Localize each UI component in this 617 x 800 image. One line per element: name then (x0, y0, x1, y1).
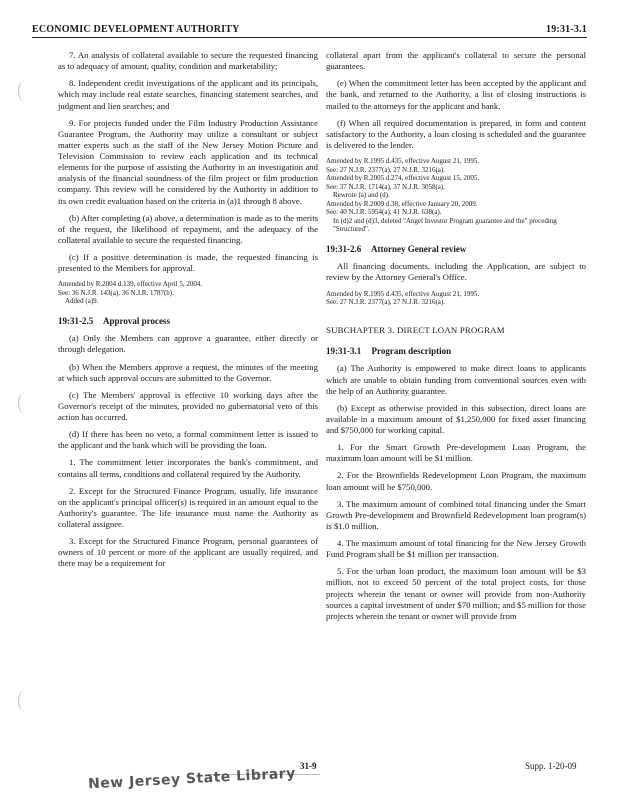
library-stamp: New Jersey State Library (87, 765, 297, 793)
paragraph-approval-a: (a) Only the Members can approve a guarantee, either directly or through delegation. (58, 333, 318, 355)
subchapter-heading: SUBCHAPTER 3. DIRECT LOAN PROGRAM (326, 324, 505, 335)
note-line: Amended by R.1995 d.435, effective August 21, 1995. (326, 157, 480, 165)
running-header (32, 24, 587, 38)
note-line: See: 40 N.J.R. 5954(a), 41 N.J.R. 638(a). (326, 208, 442, 217)
note-line: Amended by R.1995 d.435, effective August 21, 1995. (326, 289, 480, 298)
section-title: Program description (371, 345, 452, 356)
paragraph-approval-d2: 2. Except for the Structured Finance Program, usually, life insurance on the applicant's principal officer(s) is required in an amount equal to the Authority's guarantee. The life insurance must name the Authority as collateral assignee. (58, 485, 318, 530)
supplement-date: Supp. 1-20-09 (525, 761, 577, 771)
paragraph-program-b3: 3. The maximum amount of combined total financing under the Smart Growth Pre-development and Brownfield Redevelopment loan program(s) is $1.0 million. (326, 498, 586, 531)
paragraph-program-b4: 4. The maximum amount of total financing for the New Jersey Growth Fund Program shall be $1 million per transaction. (326, 538, 586, 560)
amendment-note (58, 280, 318, 306)
note-line: Added (a)9. (65, 297, 99, 306)
section-number: 19:31-3.1 (326, 345, 362, 356)
note-line: See: 27 N.J.R. 2377(a), 27 N.J.R. 3216(a). (326, 298, 445, 307)
punch-hole-mark (18, 690, 33, 712)
section-title: Approval process (103, 315, 170, 326)
paragraph-program-b5: 5. For the urban loan product, the maximum loan amount will be $3 million, not to exceed 50 percent of the total project costs, for those projects wherein the tenant or owner will provide from non-Authority sources a capital investment of under $70 million; and $5 million for those projects wherein the tenant or owner will provide from (326, 566, 586, 621)
left-column (58, 50, 318, 576)
header-title: ECONOMIC DEVELOPMENT AUTHORITY (32, 24, 240, 35)
section-number: 19:31-2.5 (58, 315, 94, 326)
paragraph-b: (b) After completing (a) above, a determination is made as to the merits of the request, the likelihood of repayment, and the adequacy of the collateral available to secure the requested financing. (58, 212, 318, 245)
paragraph-program-b2: 2. For the Brownfields Redevelopment Loan Program, the maximum loan amount will be $750,000. (326, 470, 586, 492)
section-heading-3-1 (326, 346, 586, 358)
section-heading-2-6 (326, 244, 586, 256)
section-heading-2-5 (58, 316, 318, 328)
paragraph-a8: 8. Independent credit investigations of the applicant and its principals, which may include real estate searches, financing statement searches, and judgment and lien searches; and (58, 78, 318, 111)
note-line: See: 27 N.J.R. 2377(a), 27 N.J.R. 3216(a). (326, 165, 445, 174)
page-number: 31-9 (300, 761, 317, 771)
note-line: In (d)2 and (d)3, deleted "Angel Investor Program guarantee and the" preceding "Structured". (333, 216, 557, 234)
paragraph-a7: 7. An analysis of collateral available to secure the requested financing as to adequacy of amount, quality, condition and marketability; (58, 50, 318, 72)
note-line: See: 36 N.J.R. 143(a), 36 N.J.R. 1787(b). (58, 288, 174, 297)
paragraph-program-a: (a) The Authority is empowered to make direct loans to applicants which are unable to obtain funding from conventional sources even with the help of an Authority guarantee. (326, 363, 586, 396)
amendment-note (326, 290, 586, 307)
paragraph-continued: collateral apart from the applicant's collateral to secure the personal guarantees. (326, 50, 586, 72)
paragraph-c: (c) If a positive determination is made, the requested financing is presented to the Members for approval. (58, 252, 318, 274)
paragraph-approval-c: (c) The Members' approval is effective 10 working days after the Governor's receipt of the minutes, provided no gubernatorial veto of this action has occurred. (58, 389, 318, 423)
note-line: Amended by R.2005 d.274, effective August 15, 2005. (326, 174, 480, 183)
note-line: Rewrote (a) and (d). (333, 191, 390, 200)
header-section: 19:31-3.1 (546, 24, 587, 35)
paragraph-program-b: (b) Except as otherwise provided in this subsection, direct loans are available in a maximum amount of $1,250,000 for fixed asset financing and $750,000 for working capital. (326, 402, 586, 435)
paragraph-approval-e: (e) When the commitment letter has been accepted by the applicant and the bank, and returned to the Authority, a list of closing instructions is mailed to the attorneys for the applicant and bank. (326, 78, 586, 111)
paragraph-approval-f: (f) When all required documentation is prepared, in form and content satisfactory to the Authority, a loan closing is scheduled and the guarantee is delivered to the lender. (326, 117, 586, 150)
paragraph-approval-b: (b) When the Members approve a request, the minutes of the meeting at which such approval occurs are submitted to the Governor. (58, 361, 318, 383)
section-title: Attorney General review (371, 243, 467, 254)
section-number: 19:31-2.6 (326, 243, 362, 254)
amendment-note (326, 157, 586, 234)
punch-hole-mark (18, 392, 33, 414)
paragraph-a9: 9. For projects funded under the Film Industry Production Assistance Guarantee Program, the Authority may utilize a consultant or subject matter experts such as the staff of the New Jersey Motion Picture and Television Commission to review each application and its technical elements for the purpose of assisting the Authority in an investigation and analysis of the financial soundness of the film project or film production company. This review will be considered by the Authority in addition to its own credit evaluation based on the criteria in (a)1 through 8 above. (58, 117, 318, 206)
paragraph-approval-d: (d) If there has been no veto, a formal commitment letter is issued to the applicant and the bank which will be providing the loan. (58, 429, 318, 451)
paragraph-approval-d1: 1. The commitment letter incorporates the bank's commitment, and contains all terms, conditions and collateral required by the Authority. (58, 457, 318, 479)
note-line: Amended by R.2009 d.38, effective January 20, 2009. (326, 199, 478, 208)
note-line: See: 37 N.J.R. 1714(a), 37 N.J.R. 3058(a). (326, 182, 445, 191)
paragraph-program-b1: 1. For the Smart Growth Pre-development Loan Program, the maximum loan amount will be $1 million. (326, 442, 586, 464)
right-column (326, 50, 586, 628)
paragraph-approval-d3: 3. Except for the Structured Finance Program, personal guarantees of owners of 10 percent or more of the applicant are usually required, and there may be a requirement for (58, 536, 318, 569)
paragraph-ag-review: All financing documents, including the Application, are subject to review by the Attorney General's Office. (326, 261, 586, 283)
punch-hole-mark (18, 80, 33, 102)
note-line: Amended by R.2004 d.139, effective April 5, 2004. (58, 280, 203, 289)
